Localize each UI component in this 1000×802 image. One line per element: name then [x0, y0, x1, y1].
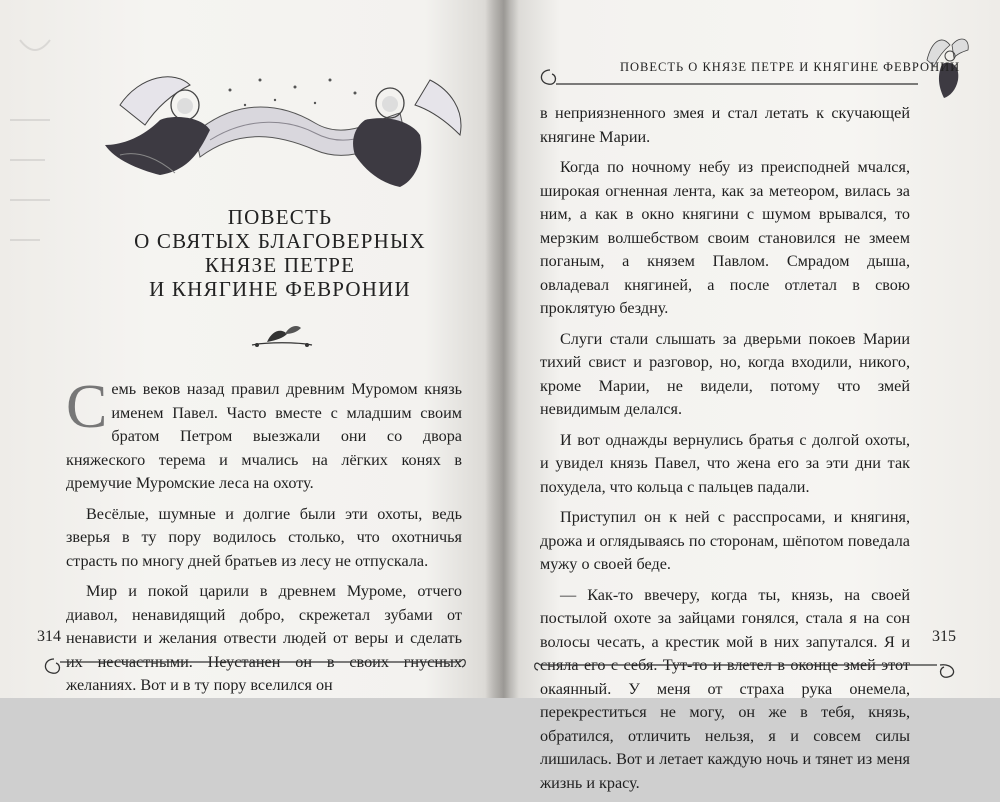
- title-line: И КНЯГИНЕ ФЕВРОНИИ: [149, 277, 411, 301]
- paragraph: Мир и покой царили в древнем Муроме, отчего диавол, ненавидящий добро, скрежетал зубами от ненависти и желания отвести людей от веры и сделать их несчастными. Неустанен он в своих гнусных желаниях. Вот и в ту пору вселился он: [66, 582, 462, 694]
- right-page-text: [540, 102, 910, 802]
- footer-ornament-rule: [40, 645, 468, 683]
- paragraph: — Как-то ввечеру, когда ты, князь, на своей постылой охоте за зайцами гонялся, стала я на сон волосы чесать, а крестик мой в них запутался. Я и сняла его с себя. Тут-то и влетел в оконце змей этот окаянный. У меня от страха рука онемела, перекреститься не могу, он же в тебя, князь, обратился, отличить нельзя, я и совсем силы лишилась. Вот и летает каждую ночь и тянет из меня жизнь и красу.: [540, 585, 910, 792]
- left-page: [0, 0, 500, 698]
- page-number-right: 315: [932, 628, 956, 645]
- footer-ornament-rule: [532, 645, 962, 683]
- fleuron-ornament: [247, 320, 317, 350]
- paragraph: в неприязненного змея и стал летать к скучающей княгине Марии.: [540, 104, 910, 146]
- page-number-left: 314: [37, 628, 61, 645]
- angels-ribbon-illustration: [100, 65, 470, 190]
- book-gutter: [485, 0, 519, 698]
- bleed-through-ornament: [0, 0, 60, 698]
- chapter-title: [120, 205, 440, 301]
- paragraph: Семь веков назад правил древним Муромом князь именем Павел. Часто вместе с младшим своим братом Петром выезжали они со двора княжеского терема и мчались на лёгких конях в дремучие Муромские леса на охоту.: [66, 373, 462, 492]
- paragraph: И вот однажды вернулись братья с долгой охоты, и увидел князь Павел, что жена его за эти дни так похудела, что кольца с пальцев падали.: [540, 430, 910, 496]
- title-line: ПОВЕСТЬ: [227, 205, 333, 229]
- title-line: КНЯЗЕ ПЕТРЕ: [204, 253, 356, 277]
- running-head: ПОВЕСТЬ О КНЯЗЕ ПЕТРЕ И КНЯГИНЕ ФЕВРОНИИ: [620, 60, 961, 74]
- paragraph: Когда по ночному небу из преисподней мчался, широкая огненная лента, как за метеором, вилась за ним, а как в окно княгини с шумом врывался, то мерзким волшебством своим становился не змеем поганым, а князем Павлом. Смрадом дыша, овладевал княгиней, а после отлетал в свою проклятую бездну.: [540, 158, 910, 317]
- drop-cap: С: [66, 373, 108, 441]
- paragraph: Весёлые, шумные и долгие были эти охоты, ведь зверья в ту пору водилось столько, что охотничья страсть по многу дней братьев из лесу не отпускала.: [66, 504, 462, 570]
- paragraph: Слуги стали слышать за дверьми покоев Марии тихий свист и разговор, но, когда входили, никого, кроме Марии, не видели, потому что змей невидимым делался.: [540, 329, 910, 418]
- title-line: О СВЯТЫХ БЛАГОВЕРНЫХ: [134, 229, 426, 253]
- paragraph: Приступил он к ней с расспросами, и княгиня, дрожа и оглядываясь по сторонам, шёпотом поведала мужу о своей беде.: [540, 508, 910, 573]
